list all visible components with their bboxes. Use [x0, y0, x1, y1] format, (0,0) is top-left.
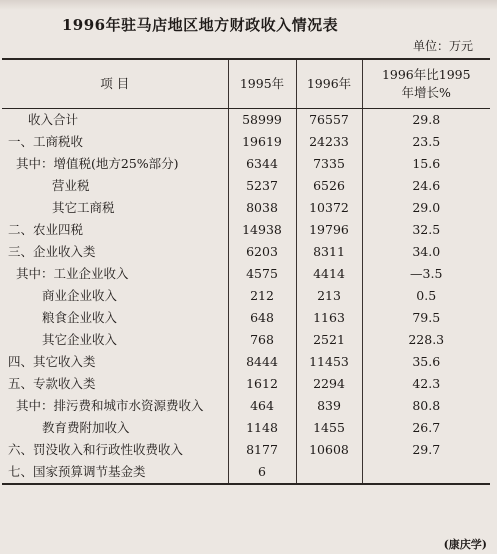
- author-credit: (康庆学): [443, 538, 487, 551]
- row-label: 三、企业收入类: [8, 244, 96, 259]
- cell-1995: 464: [228, 395, 296, 417]
- cell-1996: 7335: [296, 153, 362, 175]
- table-row: [2, 197, 490, 219]
- table-row: [2, 439, 490, 461]
- cell-1995: 212: [228, 285, 296, 307]
- table-row: [2, 241, 490, 263]
- cell-1996: 10608: [296, 439, 362, 461]
- row-label: 四、其它收入类: [8, 354, 96, 369]
- cell-growth: 15.6: [362, 153, 490, 175]
- cell-growth: 34.0: [362, 241, 490, 263]
- cell-1995: 58999: [228, 109, 296, 132]
- cell-1996: 76557: [296, 109, 362, 132]
- header-growth-line2: 年增长%: [401, 85, 451, 100]
- cell-1995: 14938: [228, 219, 296, 241]
- cell-1996: 8311: [296, 241, 362, 263]
- revenue-table: [2, 58, 490, 485]
- table-row: [2, 307, 490, 329]
- table-row: [2, 131, 490, 153]
- cell-1995: 6203: [228, 241, 296, 263]
- row-label: 五、专款收入类: [8, 376, 96, 391]
- row-label: 粮食企业收入: [42, 310, 118, 325]
- cell-growth: [362, 461, 490, 484]
- row-label: 其它企业收入: [42, 332, 118, 347]
- row-label: 二、农业四税: [8, 222, 84, 237]
- cell-growth: 35.6: [362, 351, 490, 373]
- cell-growth: 29.7: [362, 439, 490, 461]
- row-label: 教育费附加收入: [42, 420, 130, 435]
- cell-1995: 6344: [228, 153, 296, 175]
- table-header-row: [2, 59, 490, 109]
- cell-growth: 228.3: [362, 329, 490, 351]
- cell-1996: 839: [296, 395, 362, 417]
- cell-1996: 1455: [296, 417, 362, 439]
- table-row: [2, 417, 490, 439]
- row-label: 其中：增值税(地方25%部分): [16, 156, 179, 171]
- header-1996: 1996年: [296, 59, 362, 109]
- table-row: [2, 109, 490, 132]
- cell-1995: 8038: [228, 197, 296, 219]
- row-label: 其它工商税: [52, 200, 115, 215]
- cell-1996: 2294: [296, 373, 362, 395]
- cell-growth: 42.3: [362, 373, 490, 395]
- cell-growth: 80.8: [362, 395, 490, 417]
- cell-1995: 8177: [228, 439, 296, 461]
- table-row: [2, 263, 490, 285]
- cell-1995: 1612: [228, 373, 296, 395]
- cell-1996: 213: [296, 285, 362, 307]
- header-item: 项 目: [2, 59, 228, 109]
- table-row: [2, 329, 490, 351]
- cell-1996: 10372: [296, 197, 362, 219]
- cell-1996: 6526: [296, 175, 362, 197]
- cell-growth: 79.5: [362, 307, 490, 329]
- table-row: [2, 395, 490, 417]
- table-row: [2, 461, 490, 484]
- header-1995: 1995年: [228, 59, 296, 109]
- header-growth-line1: 1996年比1995: [381, 67, 471, 82]
- cell-1995: 6: [228, 461, 296, 484]
- cell-1995: 768: [228, 329, 296, 351]
- cell-1995: 8444: [228, 351, 296, 373]
- cell-growth: 26.7: [362, 417, 490, 439]
- row-label: 一、工商税收: [8, 134, 84, 149]
- row-label: 七、国家预算调节基金类: [2, 461, 228, 484]
- row-label: 其中：工业企业收入: [16, 266, 129, 281]
- table-row: [2, 285, 490, 307]
- row-label: 其中：排污费和城市水资源费收入: [16, 398, 204, 413]
- cell-growth: 29.0: [362, 197, 490, 219]
- cell-1996: [296, 461, 362, 484]
- page-top-edge: [0, 0, 497, 10]
- cell-growth: 24.6: [362, 175, 490, 197]
- cell-1995: 648: [228, 307, 296, 329]
- cell-growth: 32.5: [362, 219, 490, 241]
- cell-growth: 0.5: [362, 285, 490, 307]
- table-row: [2, 219, 490, 241]
- table-row: [2, 153, 490, 175]
- cell-growth: 29.8: [362, 109, 490, 132]
- header-growth: [362, 59, 490, 109]
- cell-growth: —3.5: [362, 263, 490, 285]
- cell-growth: 23.5: [362, 131, 490, 153]
- row-label: 六、罚没收入和行政性收费收入: [8, 442, 184, 457]
- cell-1996: 19796: [296, 219, 362, 241]
- table-row: [2, 373, 490, 395]
- row-label: 收入合计: [28, 112, 79, 127]
- row-label: 商业企业收入: [42, 288, 118, 303]
- cell-1995: 1148: [228, 417, 296, 439]
- cell-1996: 11453: [296, 351, 362, 373]
- table-row: [2, 351, 490, 373]
- cell-1996: 1163: [296, 307, 362, 329]
- row-label: 营业税: [52, 178, 90, 193]
- table-row: [2, 175, 490, 197]
- cell-1995: 4575: [228, 263, 296, 285]
- unit-label: 单位：万元: [412, 39, 473, 53]
- cell-1996: 24233: [296, 131, 362, 153]
- cell-1995: 19619: [228, 131, 296, 153]
- cell-1996: 4414: [296, 263, 362, 285]
- cell-1996: 2521: [296, 329, 362, 351]
- table-title: 1996年驻马店地区地方财政收入情况表: [61, 16, 339, 34]
- cell-1995: 5237: [228, 175, 296, 197]
